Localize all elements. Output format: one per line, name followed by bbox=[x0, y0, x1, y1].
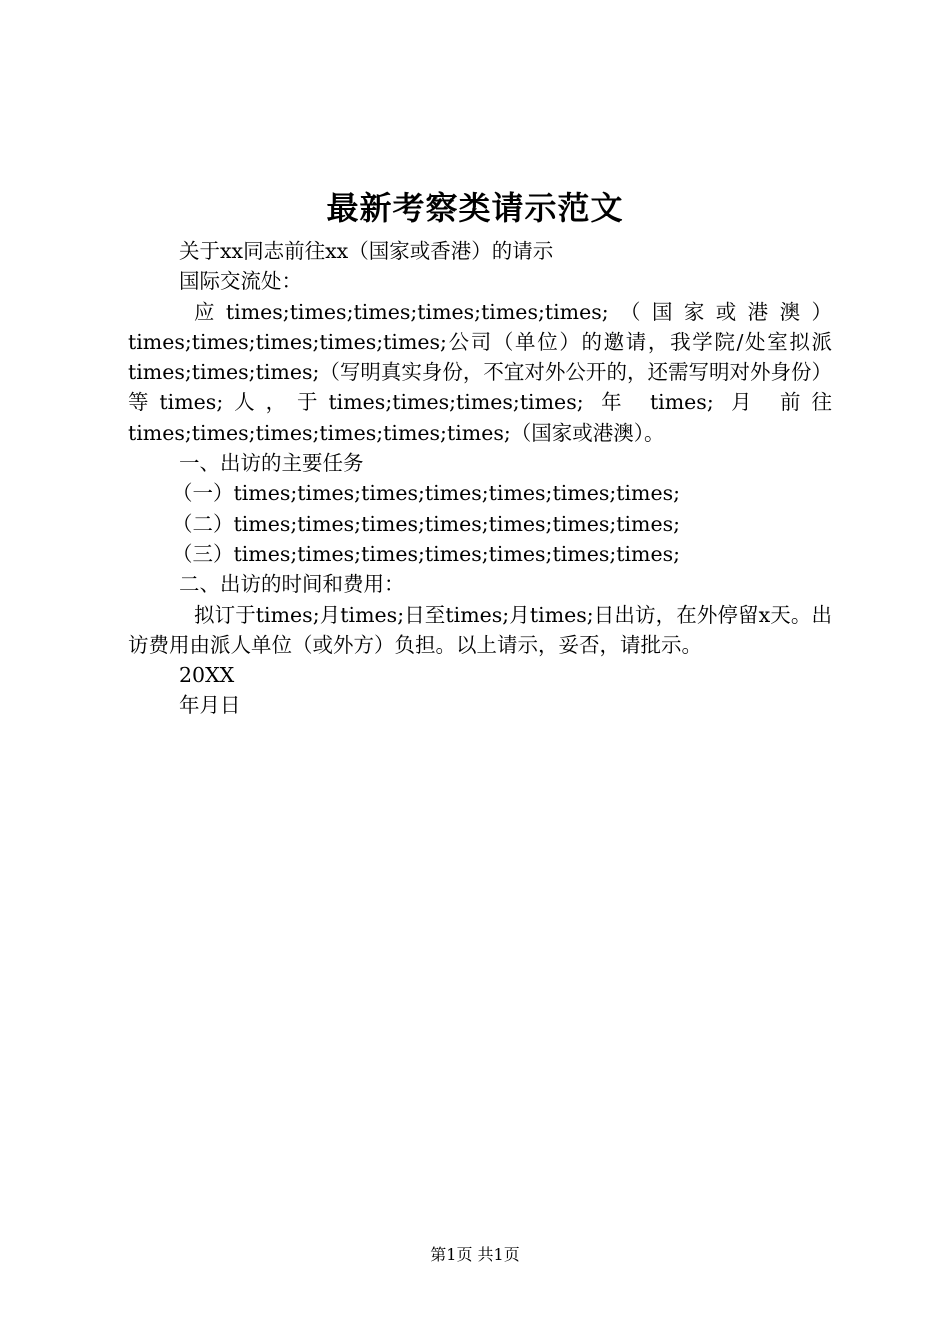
document-year: 20XX bbox=[179, 663, 235, 688]
section-heading-tasks: 一、出访的主要任务 bbox=[179, 451, 364, 476]
task-item: （二）times;times;times;times;times;times;times; bbox=[172, 511, 681, 536]
document-date: 年月日 bbox=[179, 693, 241, 718]
task-item: （三）times;times;times;times;times;times;times; bbox=[172, 541, 681, 566]
document-title: 最新考察类请示范文 bbox=[326, 189, 624, 227]
intro-paragraph: 应times;times;times;times;times;times;（国家或港澳）times;times;times;times;times;公司（单位）的邀请，我学院/处室拟派times;times;times;（写明真实身份，不宜对外公开的，还需写明对外身份）等times;人，于times;times;times;times; 年 times; 月 前往times;times;times;times;times;times;（国家或港澳）。 bbox=[128, 299, 832, 445]
document-body bbox=[128, 236, 832, 721]
document-recipient: 国际交流处： bbox=[179, 269, 302, 294]
task-item: （一）times;times;times;times;times;times;times; bbox=[172, 481, 681, 506]
section-heading-schedule: 二、出访的时间和费用： bbox=[179, 572, 405, 597]
page-footer: 第1页 共1页 bbox=[430, 1245, 520, 1264]
document-subject: 关于xx同志前往xx（国家或香港）的请示 bbox=[179, 239, 554, 263]
schedule-paragraph: 拟订于times;月times;日至times;月times;日出访，在外停留x天。出访费用由派人单位（或外方）负担。以上请示，妥否，请批示。 bbox=[128, 602, 832, 657]
